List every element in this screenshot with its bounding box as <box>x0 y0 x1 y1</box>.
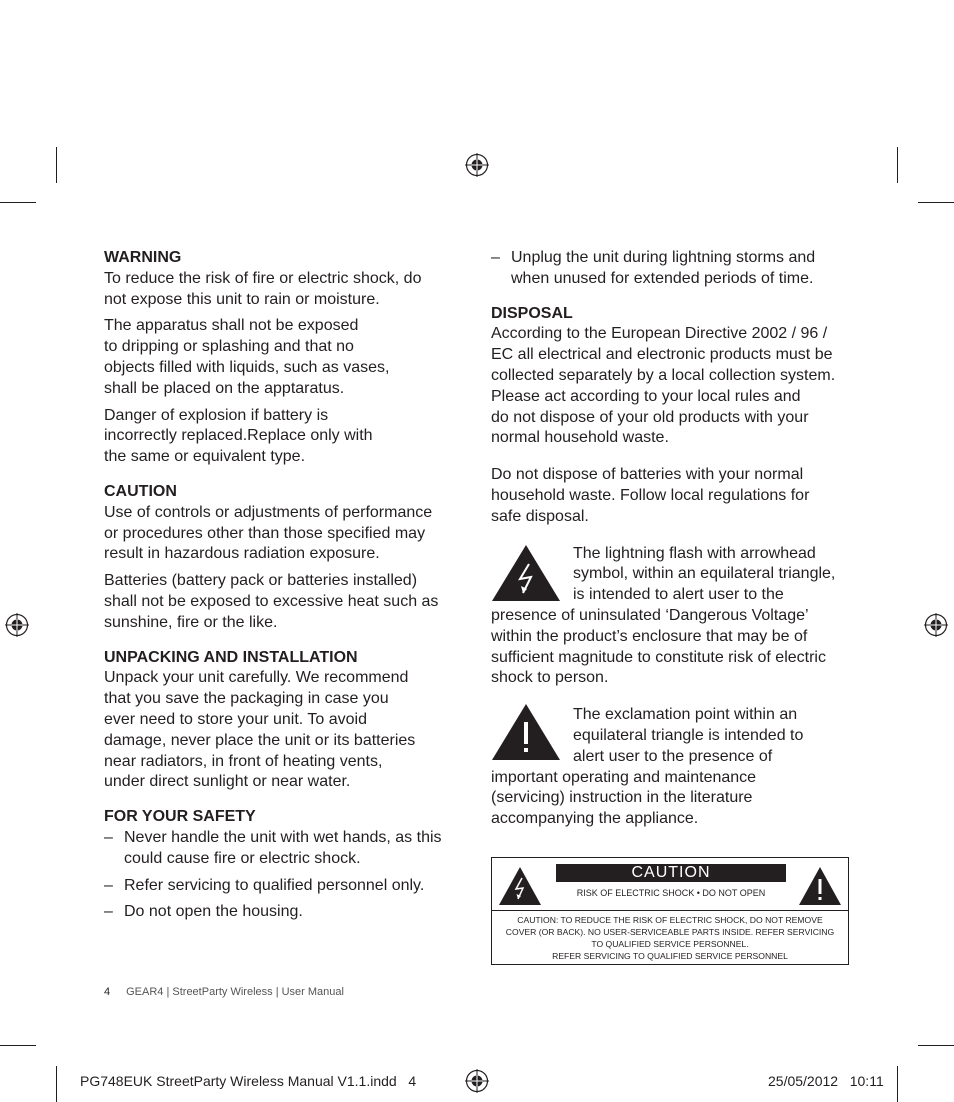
warning-paragraph: Danger of explosion if battery is incorrectly replaced.Replace only with the same or equivalent type. <box>104 406 373 466</box>
list-item: – Unplug the unit during lightning storms and when unused for extended periods of time. <box>491 249 816 287</box>
caution-body: CAUTION: TO REDUCE THE RISK OF ELECTRIC SHOCK, DO NOT REMOVE COVER (OR BACK). NO USER-SERVICEABLE PARTS INSIDE. REFER SERVICING TO QUALIFIED SERVICE PERSONNEL. REFER SERVICING TO QUALIFIED SERVICE PERSONNEL <box>505 915 835 961</box>
registration-mark-icon <box>465 1069 489 1093</box>
list-item: – Refer servicing to qualified personnel only. <box>104 876 425 894</box>
page-footer <box>104 986 344 998</box>
crop-mark <box>918 202 954 203</box>
disposal-paragraph: Do not dispose of batteries with your normal household waste. Follow local regulations for safe disposal. <box>491 466 810 525</box>
registration-mark-icon <box>465 153 489 177</box>
unpacking-heading: UNPACKING AND INSTALLATION <box>104 648 358 666</box>
left-column <box>104 248 460 923</box>
list-item: – Do not open the housing. <box>104 903 303 921</box>
registration-mark-icon <box>5 613 29 637</box>
warning-paragraph: To reduce the risk of fire or electric shock, do not expose this unit to rain or moisture. <box>104 269 422 308</box>
caution-label <box>491 857 849 965</box>
right-column <box>491 248 857 830</box>
safety-heading: FOR YOUR SAFETY <box>104 808 256 826</box>
crop-mark <box>0 202 36 203</box>
crop-mark <box>897 147 898 183</box>
lightning-triangle-icon <box>498 866 542 906</box>
warning-paragraph: The apparatus shall not be exposed to dripping or splashing and that no objects filled with liquids, such as vases, shall be placed on the apptaratus. <box>104 317 390 397</box>
crop-mark <box>897 1066 898 1102</box>
footer-text: GEAR4 | StreetParty Wireless | User Manual <box>126 986 344 998</box>
disposal-paragraph: According to the European Directive 2002 / 96 / EC all electrical and electronic products must be collected separately by a local collection system. Please act according to your local rules and do not dispose of your old products with your normal household waste. <box>491 325 836 447</box>
crop-mark <box>56 1066 57 1102</box>
crop-mark <box>918 1045 954 1046</box>
registration-mark-icon <box>924 613 948 637</box>
exclamation-triangle-icon <box>491 703 561 761</box>
exclamation-triangle-icon <box>798 866 842 906</box>
warning-heading: WARNING <box>104 249 182 266</box>
caution-subtitle: RISK OF ELECTRIC SHOCK • DO NOT OPEN <box>576 888 766 898</box>
lightning-symbol-block: The lightning flash with arrowhead symbol, within an equilateral triangle, is intended to alert user to the presence of uninsulated ‘Dangerous Voltage’ within the product’s enclosure that may be of sufficient magnitude to constitute risk of electric shock to person. <box>491 544 836 687</box>
crop-mark <box>56 147 57 183</box>
caution-paragraph: Use of controls or adjustments of performance or procedures other than those specified may result in hazardous radiation exposure. <box>104 503 433 563</box>
caution-heading: CAUTION <box>104 482 177 500</box>
crop-mark <box>0 1045 36 1046</box>
disposal-heading: DISPOSAL <box>491 304 573 322</box>
slug-filename: PG748EUK StreetParty Wireless Manual V1.1.indd 4 <box>80 1073 417 1089</box>
unpacking-paragraph: Unpack your unit carefully. We recommend that you save the packaging in case you ever need to store your unit. To avoid damage, never place the unit or its batteries near radiators, in front of heating vents, under direct sunlight or near water. <box>104 669 416 791</box>
lightning-triangle-icon <box>491 544 561 602</box>
divider <box>492 910 848 911</box>
caution-banner: CAUTION <box>556 864 786 882</box>
caution-paragraph: Batteries (battery pack or batteries installed) shall not be exposed to excessive heat such as sunshine, fire or the like. <box>104 572 439 631</box>
list-item: – Never handle the unit with wet hands, as this could cause fire or electric shock. <box>104 828 442 867</box>
slug-datetime: 25/05/2012 10:11 <box>768 1073 884 1089</box>
page-number: 4 <box>104 986 111 998</box>
exclamation-symbol-block: The exclamation point within an equilateral triangle is intended to alert user to the presence of important operating and maintenance (servicing) instruction in the literature accompanying the appliance. <box>491 705 857 830</box>
